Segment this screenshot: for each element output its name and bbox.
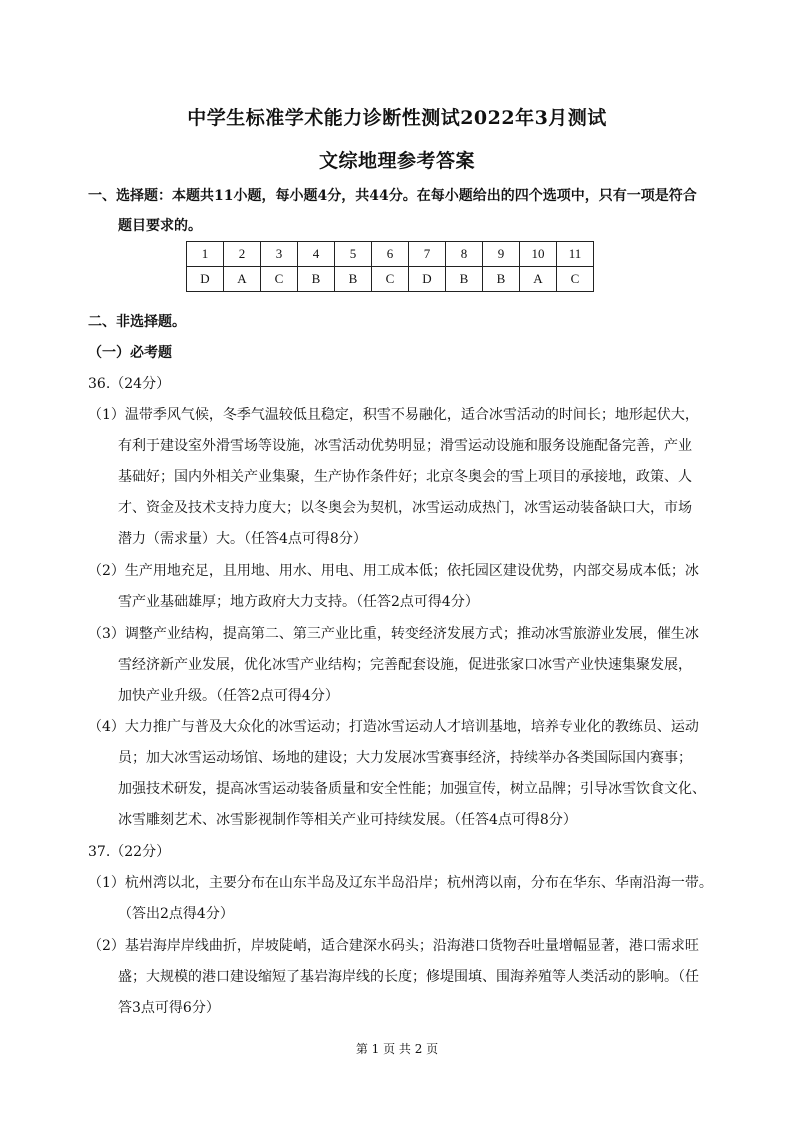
table-cell: 1 [187, 242, 224, 267]
table-cell: 4 [298, 242, 335, 267]
answer-line: 盛；大规模的港口建设缩短了基岩海岸线的长度；修堤围填、围海养殖等人类活动的影响。（任 [118, 969, 699, 985]
table-cell: B [446, 267, 483, 292]
answer-line: （1）杭州湾以北，主要分布在山东半岛及辽东半岛沿岸；杭州湾以南，分布在华东、华南沿海一带。 [88, 875, 713, 891]
answer-table [186, 241, 594, 292]
section1-heading-cont: 题目要求的。 [118, 218, 202, 234]
answer-line: 有利于建设室外滑雪场等设施，冰雪活动优势明显；滑雪运动设施和服务设施配备完善，产业 [118, 438, 692, 454]
answer-line: （答出2点得4分） [118, 906, 234, 922]
answer-line: （2）基岩海岸岸线曲折，岸坡陡峭，适合建深水码头；沿海港口货物吞吐量增幅显著，港口需求旺 [88, 938, 699, 954]
question-37-heading: 37.（22分） [88, 844, 171, 860]
table-cell: 6 [372, 242, 409, 267]
section2-heading: 二、非选择题。 [88, 314, 186, 330]
table-cell: B [298, 267, 335, 292]
table-cell: C [557, 267, 594, 292]
table-cell: 8 [446, 242, 483, 267]
table-cell: 9 [483, 242, 520, 267]
section2-subheading: （一）必考题 [88, 345, 172, 361]
answer-line: （1）温带季风气候，冬季气温较低且稳定，积雪不易融化，适合冰雪活动的时间长；地形起伏大， [88, 407, 699, 423]
answer-line: 答3点可得6分） [118, 1000, 220, 1016]
table-cell: D [409, 267, 446, 292]
page-subtitle: 文综地理参考答案 [318, 150, 475, 172]
answer-line: 潜力（需求量）大。（任答4点可得8分） [118, 531, 367, 547]
table-cell: A [224, 267, 261, 292]
table-cell: 11 [557, 242, 594, 267]
answer-line: 才、资金及技术支持力度大；以冬奥会为契机，冰雪运动成热门，冰雪运动装备缺口大，市场 [118, 500, 692, 516]
table-cell: B [335, 267, 372, 292]
answer-line: （2）生产用地充足，且用地、用水、用电、用工成本低；依托园区建设优势，内部交易成本低；冰 [88, 563, 699, 579]
answer-line: 基础好；国内外相关产业集聚，生产协作条件好；北京冬奥会的雪上项目的承接地，政策、人 [118, 469, 692, 485]
table-cell: B [483, 267, 520, 292]
table-cell: C [372, 267, 409, 292]
table-cell: 7 [409, 242, 446, 267]
table-cell: D [187, 267, 224, 292]
table-cell: C [261, 267, 298, 292]
answer-line: 加强技术研发，提高冰雪运动装备质量和安全性能；加强宣传，树立品牌；引导冰雪饮食文化、 [118, 781, 706, 797]
answer-line: （4）大力推广与普及大众化的冰雪运动；打造冰雪运动人才培训基地，培养专业化的教练员、运动 [88, 719, 699, 735]
table-cell: 2 [224, 242, 261, 267]
answer-line: 冰雪雕刻艺术、冰雪影视制作等相关产业可持续发展。（任答4点可得8分） [118, 812, 577, 828]
answer-table-number-row [187, 242, 594, 267]
table-cell: 10 [520, 242, 557, 267]
section1-heading: 一、选择题：本题共11小题，每小题4分，共44分。在每小题给出的四个选项中，只有一项是符合 [88, 188, 697, 204]
answer-table-answer-row [187, 267, 594, 292]
page-title: 中学生标准学术能力诊断性测试2022年3月测试 [187, 107, 607, 129]
answer-line: 加快产业升级。（任答2点可得4分） [118, 688, 339, 704]
answer-line: 雪经济新产业发展，优化冰雪产业结构；完善配套设施，促进张家口冰雪产业快速集聚发展， [118, 657, 692, 673]
answer-line: 员；加大冰雪运动场馆、场地的建设；大力发展冰雪赛事经济，持续举办各类国际国内赛事； [118, 750, 692, 766]
table-cell: A [520, 267, 557, 292]
answer-line: 雪产业基础雄厚；地方政府大力支持。（任答2点可得4分） [118, 594, 479, 610]
question-36-heading: 36.（24分） [88, 376, 171, 392]
answer-line: （3）调整产业结构，提高第二、第三产业比重，转变经济发展方式；推动冰雪旅游业发展，催生冰 [88, 626, 699, 642]
table-cell: 5 [335, 242, 372, 267]
table-cell: 3 [261, 242, 298, 267]
page-number: 第 1 页 共 2 页 [355, 1042, 439, 1056]
